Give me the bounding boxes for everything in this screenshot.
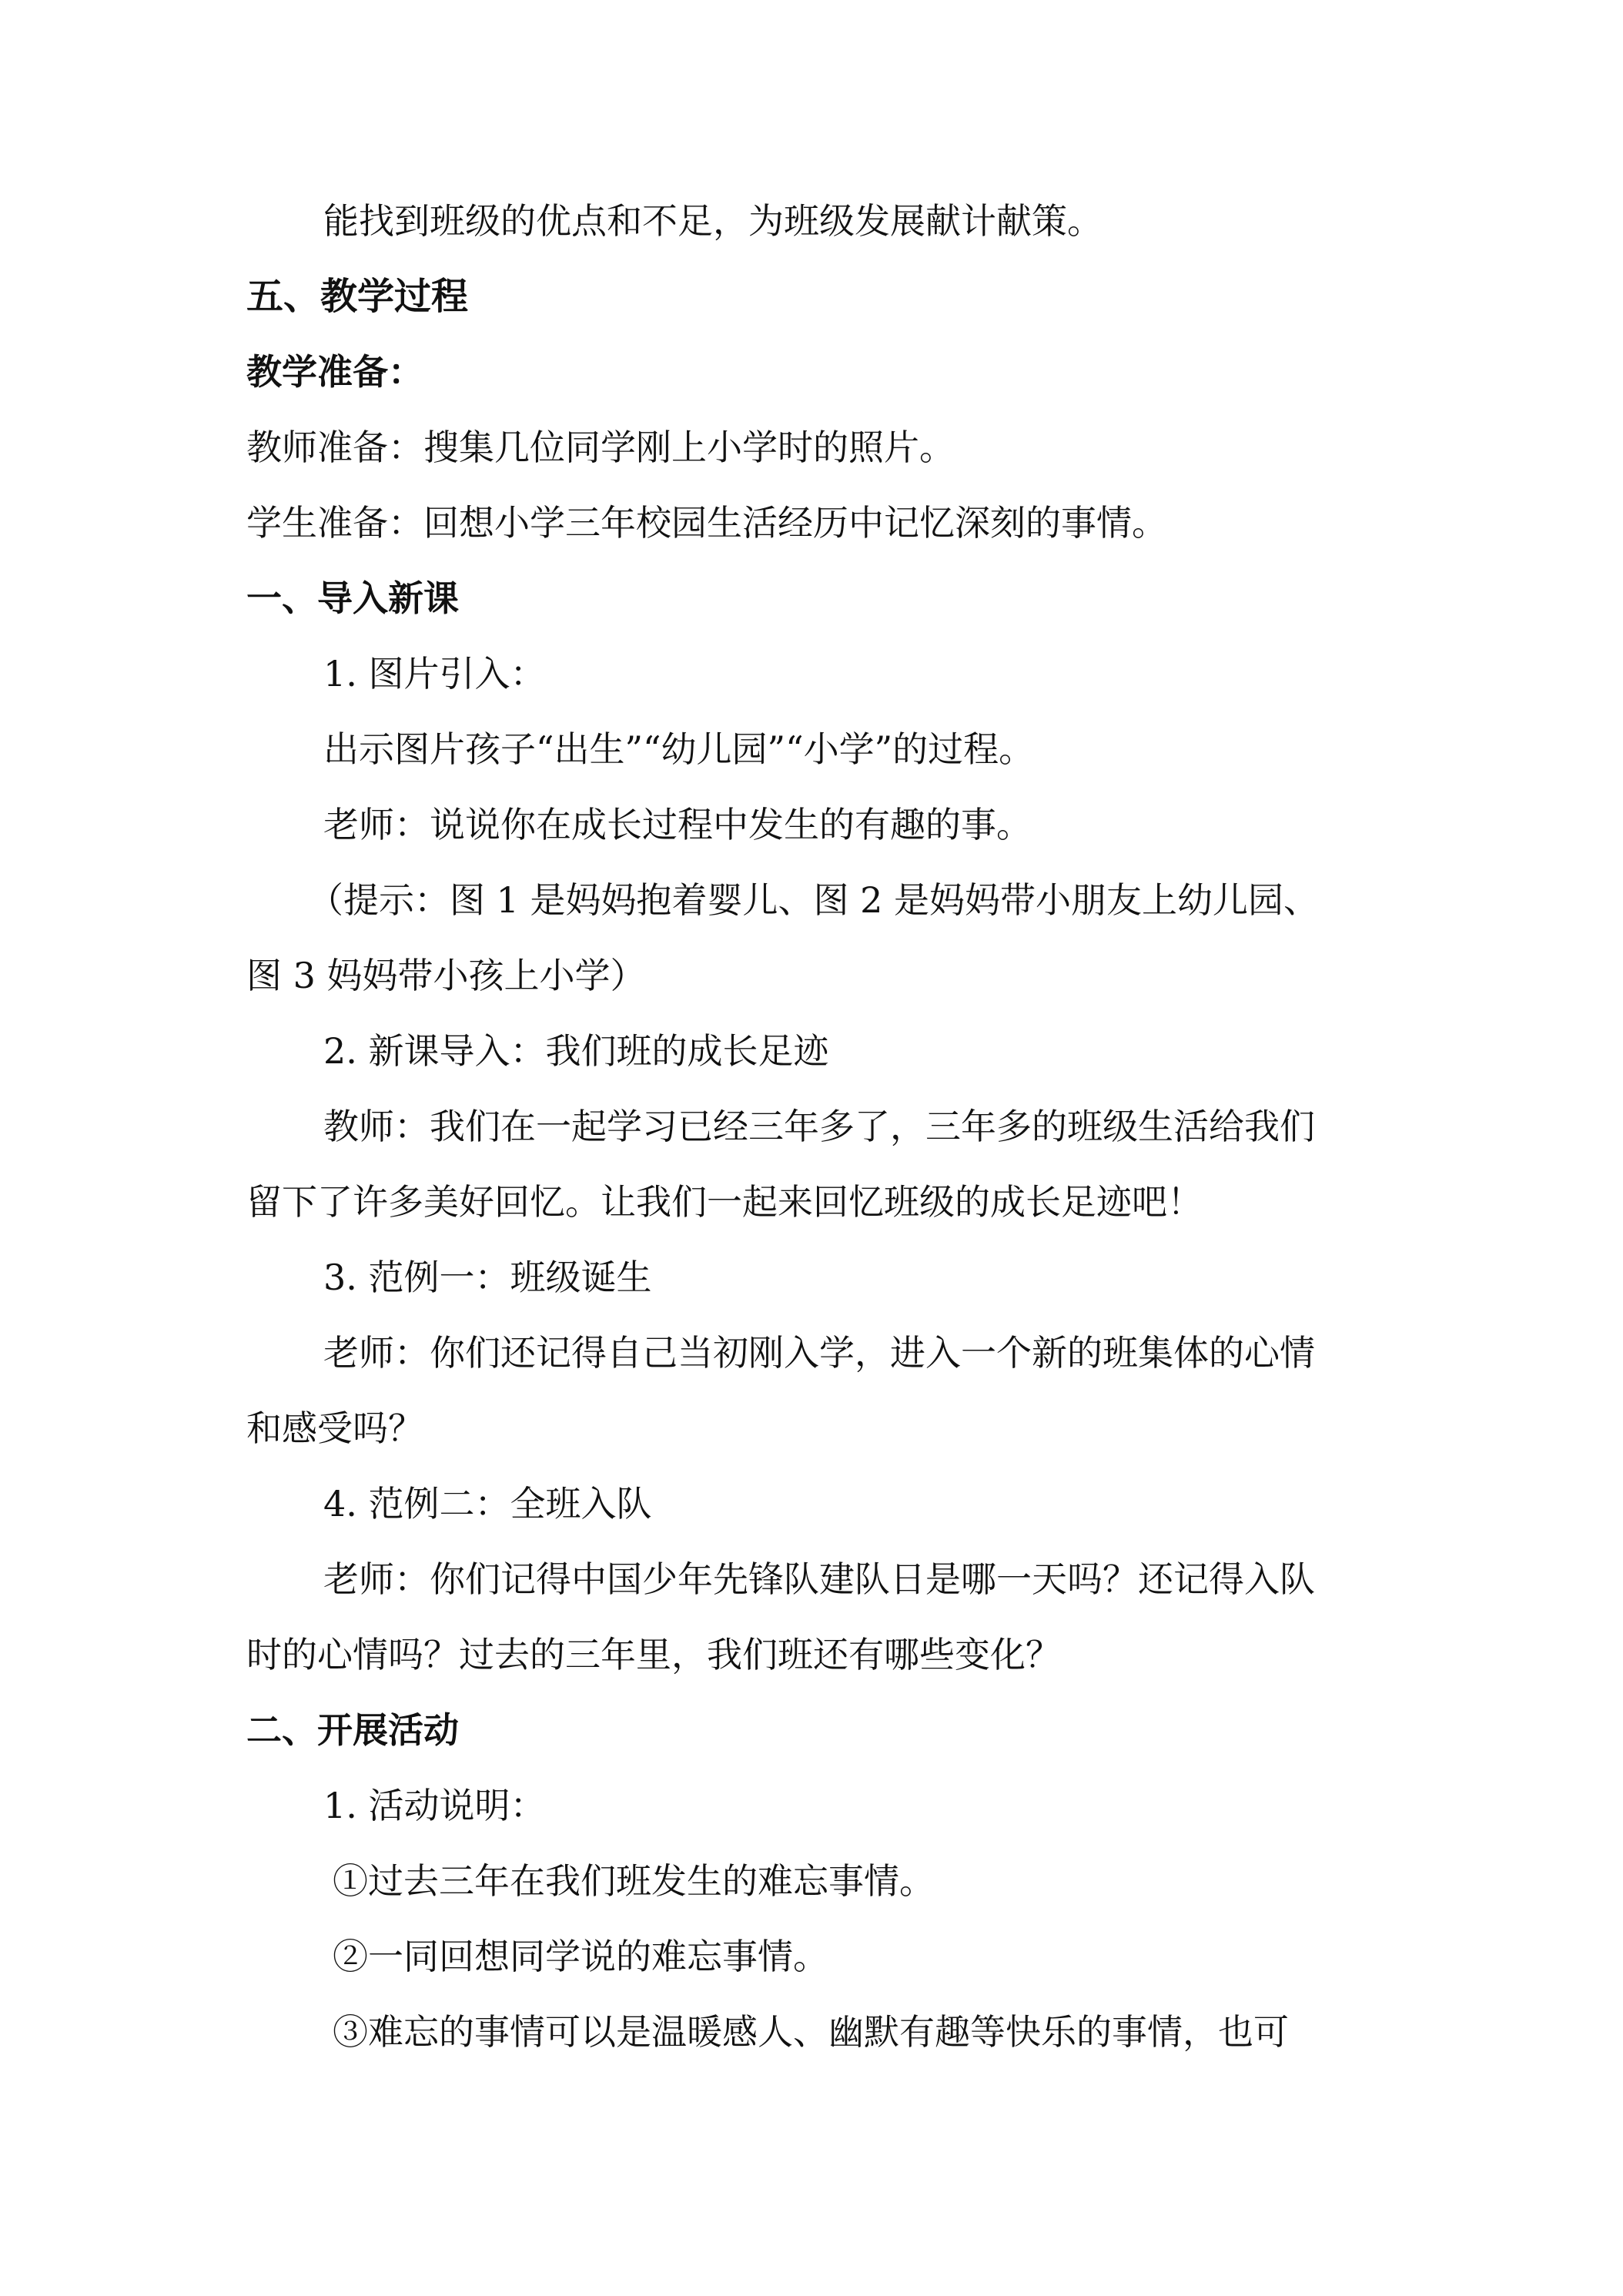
list-item-title: 4. 范例二：全班入队 bbox=[323, 1483, 652, 1525]
paragraph-line: 老师：说说你在成长过程中发生的有趣的事。 bbox=[323, 804, 1032, 845]
paragraph-line: 老师：你们还记得自己当初刚入学，进入一个新的班集体的心情 bbox=[323, 1332, 1315, 1374]
paragraph-line: 时的心情吗？过去的三年里，我们班还有哪些变化？ bbox=[246, 1634, 1061, 1675]
list-item-title: 1. 活动说明： bbox=[323, 1785, 546, 1826]
section-heading: 二、开展活动 bbox=[246, 1709, 459, 1751]
paragraph-line: 图 3 妈妈带小孩上小学） bbox=[246, 955, 646, 996]
paragraph-line: （提示：图 1 是妈妈抱着婴儿、图 2 是妈妈带小朋友上幼儿园、 bbox=[308, 879, 1320, 921]
paragraph-line: 老师：你们记得中国少年先锋队建队日是哪一天吗？还记得入队 bbox=[323, 1558, 1315, 1600]
list-item-title: 2. 新课导入：我们班的成长足迹 bbox=[323, 1030, 829, 1072]
subheading: 教学准备： bbox=[246, 351, 423, 393]
list-item: ③难忘的事情可以是温暖感人、幽默有趣等快乐的事情，也可 bbox=[333, 2011, 1289, 2053]
paragraph-line: 留下了许多美好回忆。让我们一起来回忆班级的成长足迹吧！ bbox=[246, 1181, 1203, 1223]
list-item: ①过去三年在我们班发生的难忘事情。 bbox=[333, 1860, 935, 1902]
paragraph-line: 教师：我们在一起学习已经三年多了，三年多的班级生活给我们 bbox=[323, 1106, 1315, 1147]
list-item: ②一同回想同学说的难忘事情。 bbox=[333, 1936, 828, 1977]
paragraph-line: 出示图片孩子“出生”“幼儿园”“小学”的过程。 bbox=[323, 728, 1035, 770]
paragraph-line: 教师准备：搜集几位同学刚上小学时的照片。 bbox=[246, 427, 955, 468]
paragraph-line: 学生准备：回想小学三年校园生活经历中记忆深刻的事情。 bbox=[246, 502, 1167, 544]
paragraph-line: 能找到班级的优点和不足，为班级发展献计献策。 bbox=[323, 200, 1103, 242]
section-heading: 一、导入新课 bbox=[246, 577, 459, 619]
section-heading: 五、教学过程 bbox=[246, 275, 469, 318]
paragraph-line: 和感受吗？ bbox=[246, 1407, 423, 1449]
list-item-title: 1. 图片引入： bbox=[323, 653, 546, 694]
list-item-title: 3. 范例一：班级诞生 bbox=[323, 1257, 652, 1298]
